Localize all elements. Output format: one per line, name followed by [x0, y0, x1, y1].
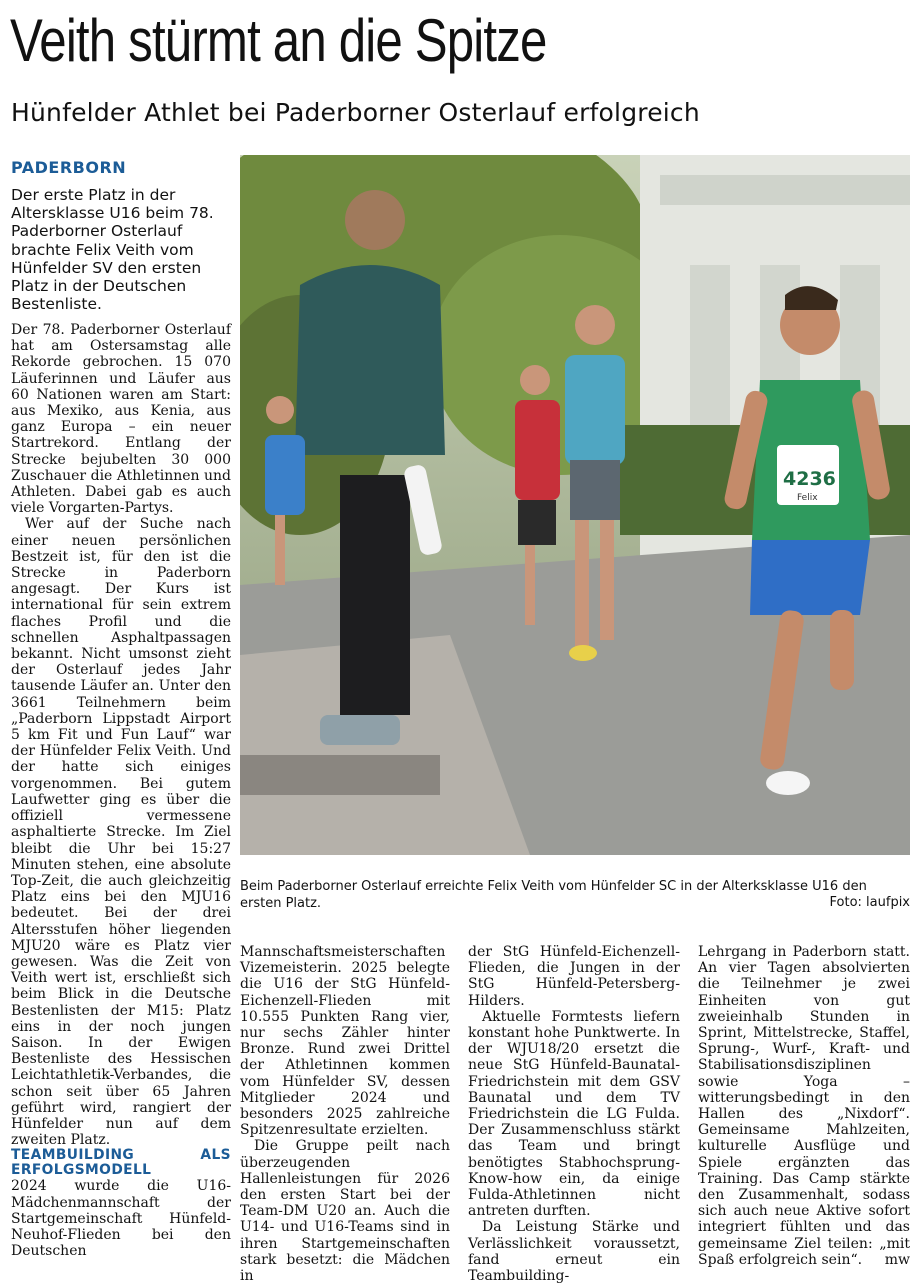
- article-column-3: [468, 944, 680, 1284]
- body-paragraph: Wer auf der Suche nach einer neuen persönlichen Bestzeit ist, für den ist die Strecke in Paderborn angesagt. Der Kurs ist international für sein extrem flaches Profil und die schnellen Asphaltpassagen bekannt. Nicht umsonst zieht der Osterlauf jedes Jahr tausende Läufer an. Unter den 3661 Teilnehmern beim „Paderborn Lippstadt Airport 5 km Fit und Fun Lauf“ war der Hünfelder Felix Veith. Und der hatte sich einiges vorgenommen. Bei gutem Laufwetter ging es über die offiziell vermessene asphaltierte Strecke. Im Ziel bleibt die Uhr bei 15:27 Minuten stehen, eine absolute Top-Zeit, die auch gleichzeitig Platz eins bei den MJU16 bedeutet. Bei der drei Altersstufen höher liegenden MJU20 wäre es Platz vier gewesen. Was die Zeit von Veith wert ist, erschließt sich beim Blick in die Deutsche Bestenlisten der M15: Platz eins in der noch jungen Saison. In der Ewigen Bestenliste des Hessischen Leichtathletik-Verbandes, die schon seit über 65 Jahren geführt wird, rangiert der Hünfelder nun auf dem zweiten Platz.: [11, 516, 231, 1149]
- bib-number: 4236: [783, 468, 836, 490]
- article-column-4: [698, 944, 910, 1268]
- body-paragraph: [698, 944, 910, 1268]
- runners-photo: [240, 155, 910, 855]
- bib-name: Felix: [797, 493, 818, 503]
- body-paragraph: Der 78. Paderborner Osterlauf hat am Ostersamstag alle Rekorde gebrochen. 15 070 Läuferinnen und Läufer aus 60 Nationen waren am Start: aus Mexiko, aus Kenia, aus ganz Europa – ein neuer Startrekord. Entlang der Strecke bejubelten 30 000 Zuschauer die Athletinnen und Athleten. Dabei gab es auch viele Vorgarten-Partys.: [11, 322, 231, 517]
- article-photo: [240, 155, 910, 855]
- section-subhead: TEAMBUILDING ALS ERFOLGSMODELL: [11, 1147, 231, 1179]
- body-paragraph: Aktuelle Formtests liefern konstant hohe Punktwerte. In der WJU18/20 ersetzt die neue StG Hünfeld-Baunatal-Friedrichstein mit dem GSV Baunatal und dem TV Friedrichstein die LG Fulda. Der Zusammenschluss stärkt das Team und bringt benötigtes Stabhochsprung-Know-how ein, da einige Fulda-Athletinnen nicht antreten durften.: [468, 1008, 680, 1220]
- author-signature: mw: [884, 1251, 910, 1268]
- body-paragraph: Da Leistung Stärke und Verlässlichkeit voraussetzt, fand erneut ein Teambuilding-: [468, 1219, 680, 1284]
- body-paragraph: der StG Hünfeld-Eichenzell-Flieden, die Jungen in der StG Hünfeld-Petersberg-Hilders.: [468, 944, 680, 1009]
- lead-paragraph: Der erste Platz in der Altersklasse U16 beim 78. Paderborner Osterlauf brachte Felix Veith vom Hünfelder SV den ersten Platz in der Deutschen Bestenliste.: [11, 186, 214, 314]
- subheadline: Hünfelder Athlet bei Paderborner Osterlauf erfolgreich: [11, 98, 700, 127]
- article-column-2: [240, 944, 450, 1284]
- article-column-1: [11, 322, 231, 1259]
- photo-credit: Foto: laufpix: [829, 895, 910, 910]
- runner-shorts: [750, 540, 870, 615]
- body-text: Lehrgang in Paderborn statt. An vier Tagen absolvierten die Teilnehmer je zwei Einheiten von gut zweieinhalb Stunden in Sprint, Mittelstrecke, Staffel, Sprung-, Wurf-, Kraft- und Stabilisationsdisziplinen sowie Yoga – witterungsbedingt in den Hallen des „Nixdorf“. Gemeinsame Mahlzeiten, kulturelle Ausflüge und Spiele ergänzten das Training. Das Camp stärkte den Zusammenhalt, sodass sich auch neue Aktive sofort integriert fühlten und das gemeinsame Ziel teilen: „mit Spaß erfolgreich sein“.: [698, 944, 910, 1268]
- running-shoe: [766, 771, 810, 795]
- body-paragraph: 2024 wurde die U16-Mädchenmannschaft der Startgemeinschaft Hünfeld-Neuhof-Flieden bei den Deutschen: [11, 1178, 231, 1260]
- dateline: PADERBORN: [11, 158, 127, 177]
- body-paragraph: Mannschaftsmeisterschaften Vizemeisterin. 2025 belegte die U16 der StG Hünfeld-Eichenzell-Flieden mit 10.555 Punkten Rang vier, nur sechs Zähler hinter Bronze. Rund zwei Drittel der Athletinnen kommen vom Hünfelder SV, dessen Mitglieder 2024 und besonders 2025 zahlreiche Spitzenresultate erzielten.: [240, 944, 450, 1139]
- headline: Veith stürmt an die Spitze: [10, 7, 547, 74]
- body-paragraph: Die Gruppe peilt nach überzeugenden Hallenleistungen für 2026 den ersten Start bei der Team-DM U20 an. Auch die U14- und U16-Teams sind in ihren Startgemeinschaften stark besetzt: die Mädchen in: [240, 1138, 450, 1284]
- photo-caption: Beim Paderborner Osterlauf erreichte Felix Veith vom Hünfelder SC in der Alterksklasse U16 den ersten Platz.: [240, 879, 867, 911]
